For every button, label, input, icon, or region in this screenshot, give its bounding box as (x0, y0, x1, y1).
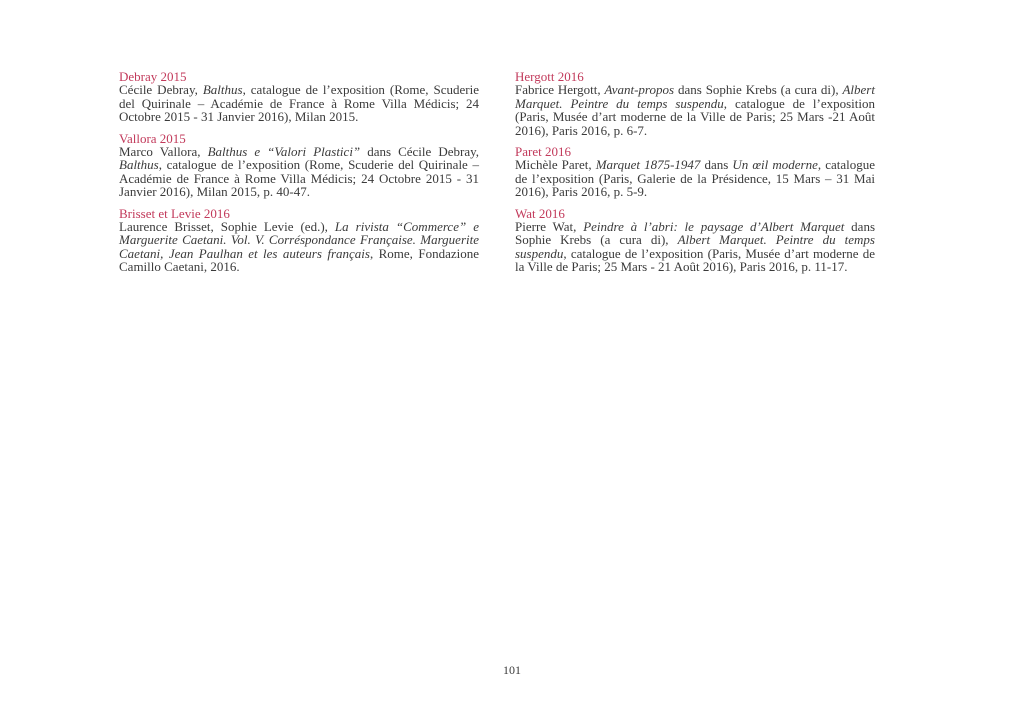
entry-key: Vallora 2015 (119, 130, 186, 146)
entry-body (515, 220, 875, 274)
entry-text: , catalogue de l’exposition (Paris, Musée d’art moderne de la Ville de Paris; 25 Mars -21 Août 2016), Paris 2016, p. 6-7. (515, 95, 875, 138)
entry-key: Debray 2015 (119, 69, 187, 84)
entry-title: Balthus (202, 82, 243, 97)
entry-text: dans Cécile Debray, (360, 143, 479, 159)
page-number: 101 (503, 663, 521, 677)
bibliography-column-right (515, 70, 875, 282)
entry-body (119, 220, 479, 274)
entry-body (119, 83, 479, 124)
bibliography-entry (515, 145, 875, 199)
entry-title: Peindre à l’abri: le paysage d’Albert Marquet (583, 218, 845, 234)
bibliography-entry (515, 70, 875, 137)
entry-text: , catalogue de l’exposition (Rome, Scuderie del Quirinale – Académie de France à Rome Villa Médicis; 24 Octobre 2015 - 31 Janvier 2016), Milan 2015, p. 40-47. (119, 157, 479, 199)
entry-text: Fabrice Hergott, (515, 82, 605, 97)
bibliography-column-left (119, 70, 479, 282)
bibliography-entry (119, 207, 479, 274)
bibliography-entry (119, 132, 479, 199)
entry-title: Balthus e “Valori Plastici” (207, 143, 361, 159)
entry-text: , catalogue de l’exposition (Rome, Scuderie del Quirinale – Académie de France à Rome Villa Médicis; 24 Octobre 2015 - 31 Janvier 2016), Milan 2015. (119, 82, 479, 124)
entry-text: , Rome, Fondazione Camillo Caetani, 2016. (119, 245, 479, 274)
entry-text: dans (700, 157, 733, 172)
entry-title: La rivista “Commerce” e Marguerite Caetani. Vol. V. Corréspondance Française. Marguerite Caetani, Jean Paulhan et les auteurs français (119, 218, 479, 261)
bibliography-entry (119, 70, 479, 124)
entry-text: , catalogue de l’exposition (Paris, Galerie de la Présidence, 15 Mars – 31 Mai 2016), Paris 2016, p. 5-9. (515, 157, 875, 199)
entry-title: Un œil moderne (732, 157, 818, 172)
entry-title: Marquet 1875-1947 (595, 157, 701, 172)
entry-body (119, 145, 479, 199)
entry-key: Hergott 2016 (515, 69, 584, 84)
entry-key: Brisset et Levie 2016 (119, 205, 230, 221)
entry-text: dans Sophie Krebs (a cura di), (515, 218, 876, 247)
entry-title: Albert Marquet. Peintre du temps suspendu (515, 82, 875, 111)
entry-text: dans Sophie Krebs (a cura di), (674, 82, 843, 97)
entry-text: , catalogue de l’exposition (Paris, Musée d’art moderne de la Ville de Paris; 25 Mars - 21 Août 2016), Paris 2016, p. 11-17. (515, 245, 875, 274)
entry-text: Laurence Brisset, Sophie Levie (ed.), (119, 218, 335, 234)
entry-text: Michèle Paret, (515, 157, 596, 172)
entry-body (515, 83, 875, 137)
entry-key: Wat 2016 (515, 205, 565, 221)
entry-text: Marco Vallora, (119, 143, 208, 159)
entry-title: Balthus (119, 157, 159, 172)
entry-text: Cécile Debray, (119, 82, 203, 97)
entry-key: Paret 2016 (515, 144, 571, 159)
entry-title: Avant-propos (604, 82, 675, 97)
entry-body (515, 158, 875, 199)
entry-title: Albert Marquet. Peintre du temps suspendu (515, 232, 875, 261)
entry-text: Pierre Wat, (515, 218, 584, 234)
bibliography-entry (515, 207, 875, 274)
